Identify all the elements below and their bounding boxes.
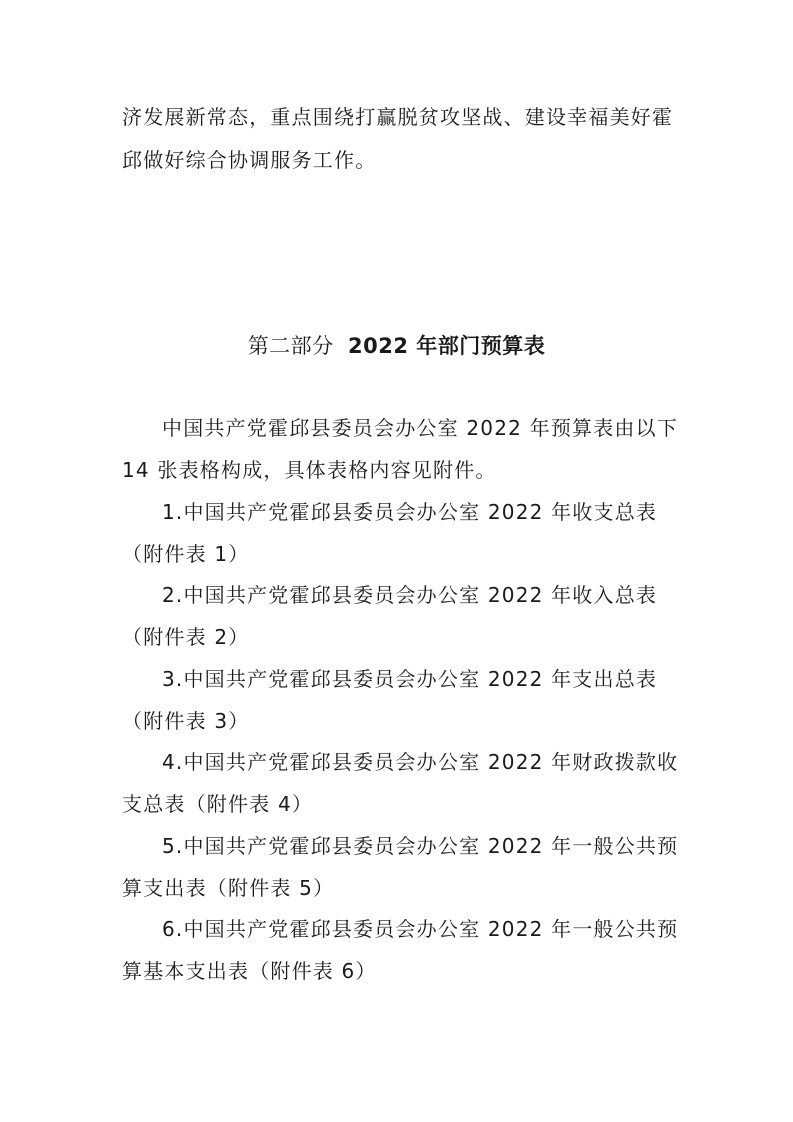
list-item-4-line-2: 支总表（附件表 4） xyxy=(122,792,314,816)
list-item-2-line-2: （附件表 2） xyxy=(122,625,250,649)
list-item-6-line-1: 6.中国共产党霍邱县委员会办公室 2022 年一般公共预 xyxy=(162,917,679,941)
list-item-3-line-2: （附件表 3） xyxy=(122,709,250,733)
intro-line-2: 邱做好综合协调服务工作。 xyxy=(122,148,377,172)
list-item-3-line-1: 3.中国共产党霍邱县委员会办公室 2022 年支出总表 xyxy=(162,667,658,691)
list-item-1-line-2: （附件表 1） xyxy=(122,542,250,566)
list-item-6-line-2: 算基本支出表（附件表 6） xyxy=(122,959,377,983)
list-item-4-line-1: 4.中国共产党霍邱县委员会办公室 2022 年财政拨款收 xyxy=(162,750,679,774)
list-item-1-line-1: 1.中国共产党霍邱县委员会办公室 2022 年收支总表 xyxy=(162,500,658,524)
list-item-5-line-1: 5.中国共产党霍邱县委员会办公室 2022 年一般公共预 xyxy=(162,834,679,858)
section-prefix: 第二部分 xyxy=(247,334,334,358)
description-line-2: 14 张表格构成，具体表格内容见附件。 xyxy=(122,458,497,482)
intro-line-1: 济发展新常态，重点围绕打赢脱贫攻坚战、建设幸福美好霍 xyxy=(122,105,674,129)
section-title: 2022 年部门预算表 xyxy=(348,334,546,358)
list-item-5-line-2: 算支出表（附件表 5） xyxy=(122,876,335,900)
section-heading xyxy=(0,331,793,361)
list-item-2-line-1: 2.中国共产党霍邱县委员会办公室 2022 年收入总表 xyxy=(162,583,658,607)
description-line-1: 中国共产党霍邱县委员会办公室 2022 年预算表由以下 xyxy=(162,416,679,440)
